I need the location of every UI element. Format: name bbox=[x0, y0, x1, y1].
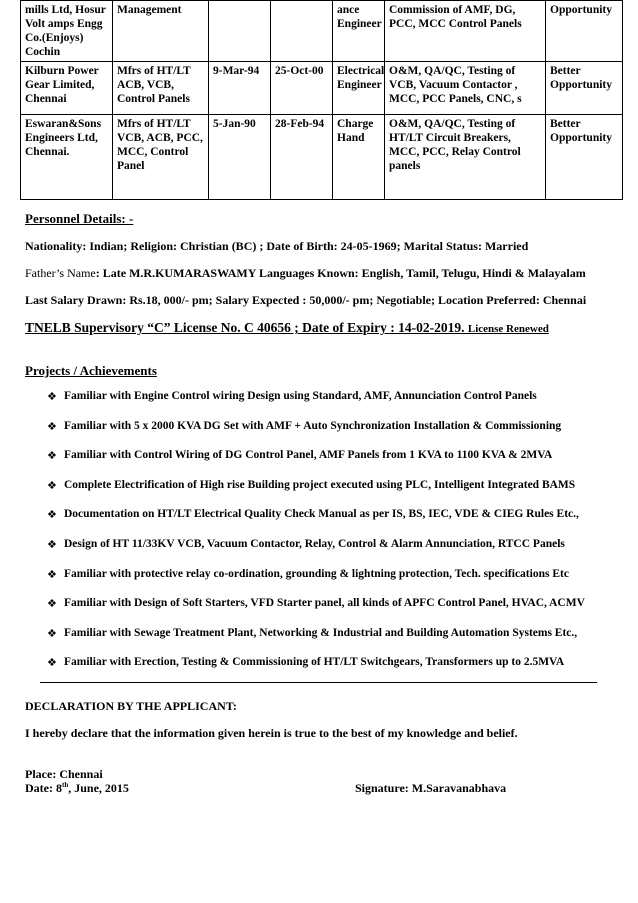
to-date-cell: 28-Feb-94 bbox=[271, 115, 333, 200]
license-note: License Renewed bbox=[467, 323, 549, 335]
company-cell: mills Ltd, Hosur Volt amps Engg Co.(Enjoys) Cochin bbox=[21, 1, 113, 62]
personnel-line-3: Last Salary Drawn: Rs.18, 000/- pm; Salary Expected : 50,000/- pm; Negotiable; Location Preferred: Chennai bbox=[25, 293, 587, 307]
from-date-cell: 9-Mar-94 bbox=[209, 62, 271, 115]
list-item: ❖ Documentation on HT/LT Electrical Quality Check Manual as per IS, BS, IEC, VDE & CIEG Rules Etc., bbox=[47, 508, 579, 522]
diamond-bullet-icon: ❖ bbox=[47, 567, 57, 581]
diamond-bullet-icon: ❖ bbox=[47, 626, 57, 640]
employment-table bbox=[20, 0, 623, 200]
reason-cell: Better Opportunity bbox=[546, 115, 623, 200]
fathers-name-value: : Late M.R.KUMARASWAMY Languages Known: English, Tamil, Telugu, Hindi & Malayalam bbox=[95, 266, 586, 280]
company-cell: Eswaran&Sons Engineers Ltd, Chennai. bbox=[21, 115, 113, 200]
from-date-cell: 5-Jan-90 bbox=[209, 115, 271, 200]
declaration-text: I hereby declare that the information given herein is true to the best of my knowledge and belief. bbox=[25, 726, 518, 740]
diamond-bullet-icon: ❖ bbox=[47, 449, 57, 463]
responsibility-cell: O&M, QA/QC, Testing of VCB, Vacuum Contactor , MCC, PCC Panels, CNC, s bbox=[385, 62, 546, 115]
table-row bbox=[21, 1, 623, 62]
license-line bbox=[25, 320, 549, 336]
company-cell: Kilburn Power Gear Limited, Chennai bbox=[21, 62, 113, 115]
list-item: ❖ Familiar with Control Wiring of DG Control Panel, AMF Panels from 1 KVA to 1100 KVA & 2MVA bbox=[47, 449, 553, 463]
business-cell: Management bbox=[113, 1, 209, 62]
reason-cell: Opportunity bbox=[546, 1, 623, 62]
list-item: ❖ Familiar with Design of Soft Starters, VFD Starter panel, all kinds of APFC Control Panel, HVAC, ACMV bbox=[47, 597, 585, 611]
projects-heading: Projects / Achievements bbox=[25, 363, 157, 378]
reason-cell: Better Opportunity bbox=[546, 62, 623, 115]
designation-cell: Electrical Engineer bbox=[333, 62, 385, 115]
list-item: ❖ Familiar with 5 x 2000 KVA DG Set with AMF + Auto Synchronization Installation & Commissioning bbox=[47, 419, 562, 433]
responsibility-cell: Commission of AMF, DG, PCC, MCC Control Panels bbox=[385, 1, 546, 62]
place-line: Place: Chennai bbox=[25, 767, 103, 781]
diamond-bullet-icon: ❖ bbox=[47, 390, 57, 403]
personnel-heading: Personnel Details: - bbox=[25, 211, 134, 226]
list-item: ❖ Complete Electrification of High rise Building project executed using PLC, Intelligent Integrated BAMS bbox=[47, 478, 576, 492]
date-line: Date: 8th, June, 2015 bbox=[25, 781, 129, 795]
responsibility-cell: O&M, QA/QC, Testing of HT/LT Circuit Breakers, MCC, PCC, Relay Control panels bbox=[385, 115, 546, 200]
signature-line: Signature: M.Saravanabhava bbox=[355, 781, 507, 795]
list-item: ❖ Familiar with Erection, Testing & Commissioning of HT/LT Switchgears, Transformers up to 2.5MVA bbox=[47, 656, 565, 670]
from-date-cell bbox=[209, 1, 271, 62]
list-item: ❖ Familiar with Sewage Treatment Plant, Networking & Industrial and Building Automation Systems Etc., bbox=[47, 626, 578, 640]
diamond-bullet-icon: ❖ bbox=[47, 478, 57, 492]
personnel-line-1: Nationality: Indian; Religion: Christian (BC) ; Date of Birth: 24-05-1969; Marital Status: Married bbox=[25, 239, 529, 253]
projects-list bbox=[47, 390, 585, 686]
horizontal-divider bbox=[40, 682, 597, 683]
diamond-bullet-icon: ❖ bbox=[47, 419, 57, 433]
business-cell: Mfrs of HT/LT VCB, ACB, PCC, MCC, Control Panel bbox=[113, 115, 209, 200]
list-item: ❖ Design of HT 11/33KV VCB, Vacuum Contactor, Relay, Control & Alarm Annunciation, RTCC Panels bbox=[47, 537, 565, 551]
designation-cell: ance Engineer bbox=[333, 1, 385, 62]
business-cell: Mfrs of HT/LT ACB, VCB, Control Panels bbox=[113, 62, 209, 115]
fathers-name-label: Father’s Name bbox=[25, 266, 96, 280]
table-row bbox=[21, 62, 623, 115]
personnel-line-2 bbox=[25, 266, 586, 281]
license-text: TNELB Supervisory “C” License No. C 40656 ; Date of Expiry : 14-02-2019. bbox=[25, 320, 465, 335]
list-item: ❖ Familiar with protective relay co-ordination, grounding & lightning protection, Tech. specifications Etc bbox=[47, 567, 569, 581]
diamond-bullet-icon: ❖ bbox=[47, 597, 57, 611]
to-date-cell bbox=[271, 1, 333, 62]
diamond-bullet-icon: ❖ bbox=[47, 656, 57, 670]
table-row bbox=[21, 115, 623, 200]
list-item: ❖ Familiar with Engine Control wiring Design using Standard, AMF, Annunciation Control Panels bbox=[47, 390, 537, 403]
diamond-bullet-icon: ❖ bbox=[47, 508, 57, 522]
declaration-heading: DECLARATION BY THE APPLICANT: bbox=[25, 699, 237, 713]
to-date-cell: 25-Oct-00 bbox=[271, 62, 333, 115]
designation-cell: Charge Hand bbox=[333, 115, 385, 200]
diamond-bullet-icon: ❖ bbox=[47, 537, 57, 551]
